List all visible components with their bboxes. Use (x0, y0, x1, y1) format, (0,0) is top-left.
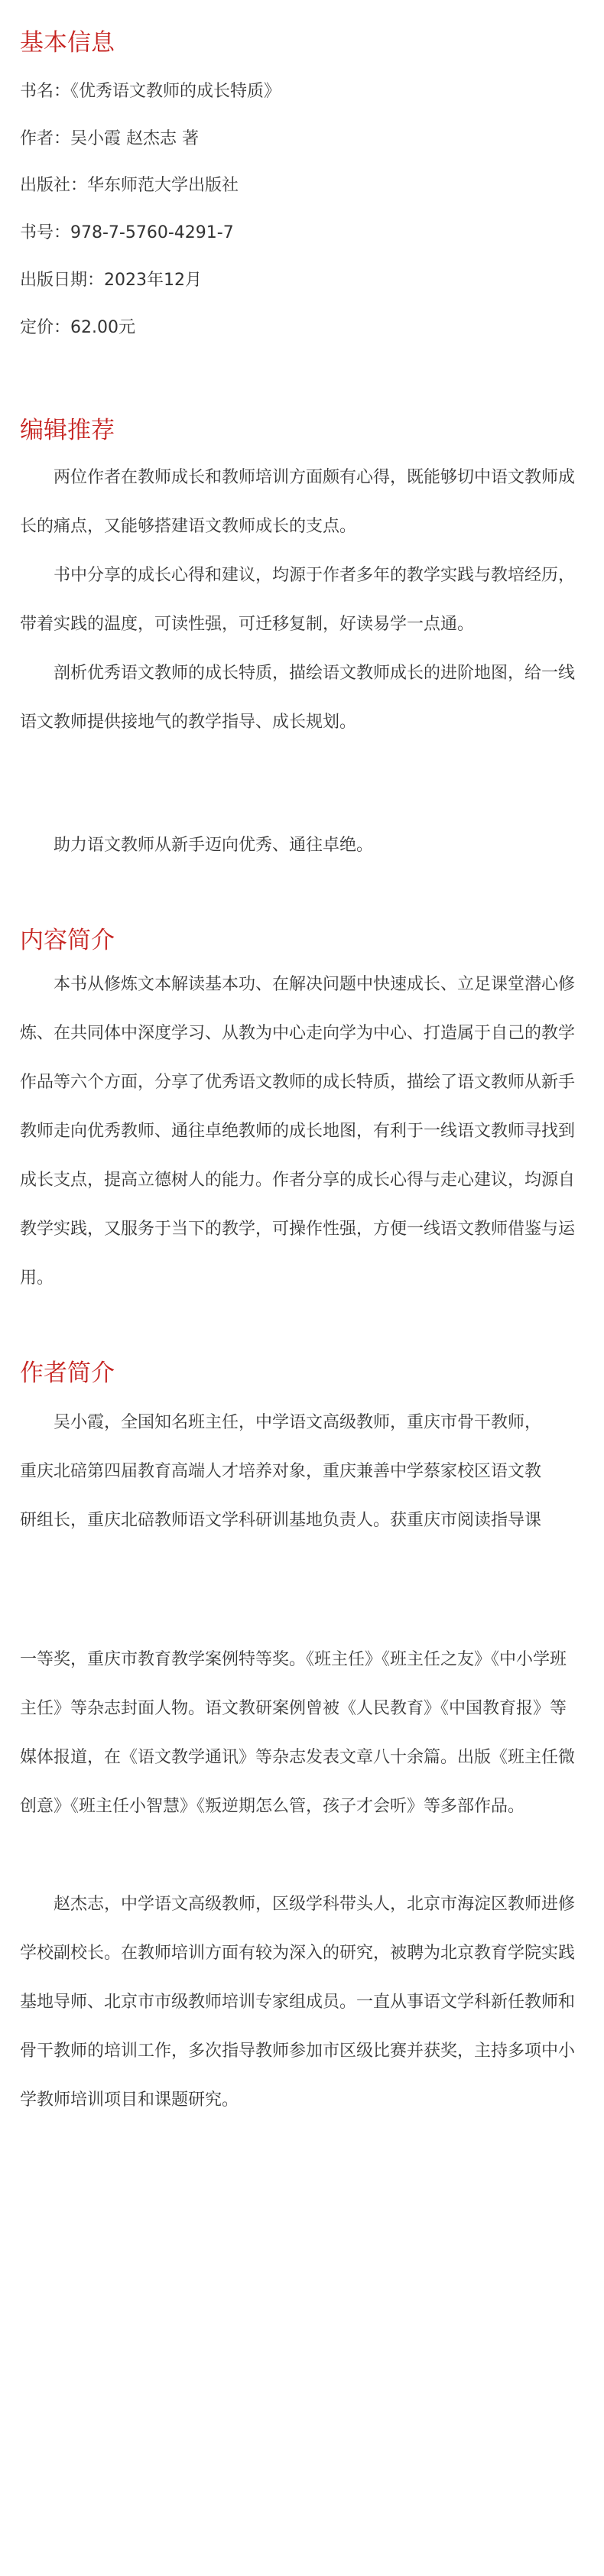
content-intro-paragraph: 本书从修炼文本解读基本功、在解决问题中快速成长、立足课堂潜心修炼、在共同体中深度学习、从教为中心走向学为中心、打造属于自己的教学作品等六个方面，分享了优秀语文教师的成长特质，描绘了语文教师从新手教师走向优秀教师、通往卓绝教师的成长地图，有利于一线语文教师寻找到成长支点，提高立德树人的能力。作者分享的成长心得与走心建议，均源自教学实践，又服务于当下的教学，可操作性强，方便一线语文教师借鉴与运用。 (20, 975, 576, 1288)
editor-recommend-paragraph-2: 书中分享的成长心得和建议，均源于作者多年的教学实践与教培经历，带着实践的温度，可读性强，可迁移复制，好读易学一点通。 (20, 566, 576, 634)
author-intro-heading: 作者简介 (20, 1359, 115, 1387)
book-isbn: 书号：978-7-5760-4291-7 (20, 223, 234, 242)
book-price: 定价：62.00元 (20, 318, 135, 337)
author-wu-line-2: 重庆北碚第四届教育高端人才培养对象，重庆兼善中学蔡家校区语文教 (20, 1462, 542, 1481)
book-pub-date: 出版日期：2023年12月 (20, 271, 202, 290)
book-publisher: 出版社：华东师范大学出版社 (20, 176, 239, 195)
editor-recommend-paragraph-4: 助力语文教师从新手迈向优秀、通往卓绝。 (54, 836, 374, 855)
author-wu-line-1: 吴小霞，全国知名班主任，中学语文高级教师，重庆市骨干教师， (54, 1413, 542, 1432)
author-wu-line-3: 研组长，重庆北碚教师语文学科研训基地负责人。获重庆市阅读指导课 (20, 1511, 542, 1530)
editor-recommend-paragraph-1: 两位作者在教师成长和教师培训方面颇有心得，既能够切中语文教师成长的痛点，又能够搭建语文教师成长的支点。 (20, 468, 576, 536)
content-intro-heading: 内容简介 (20, 927, 115, 954)
editor-recommend-paragraph-3: 剖析优秀语文教师的成长特质，描绘语文教师成长的进阶地图，给一线语文教师提供接地气的教学指导、成长规划。 (20, 664, 576, 732)
basic-info-heading: 基本信息 (20, 29, 115, 57)
author-zhao-paragraph: 赵杰志，中学语文高级教师，区级学科带头人，北京市海淀区教师进修学校副校长。在教师培训方面有较为深入的研究，被聘为北京教育学院实践基地导师、北京市市级教师培训专家组成员。一直从事语文学科新任教师和骨干教师的培训工作，多次指导教师参加市区级比赛并获奖，主持多项中小学教师培训项目和课题研究。 (20, 1895, 576, 2110)
book-authors: 作者：吴小霞 赵杰志 著 (20, 129, 199, 148)
author-wu-continuation: 一等奖，重庆市教育教学案例特等奖。《班主任》《班主任之友》《中小学班主任》等杂志封面人物。语文教研案例曾被《人民教育》《中国教育报》等媒体报道，在《语文教学通讯》等杂志发表文章八十余篇。出版《班主任微创意》《班主任小智慧》《叛逆期怎么管，孩子才会听》等多部作品。 (20, 1650, 576, 1816)
book-title: 书名：《优秀语文教师的成长特质》 (20, 82, 281, 101)
editor-recommend-heading: 编辑推荐 (20, 417, 115, 444)
